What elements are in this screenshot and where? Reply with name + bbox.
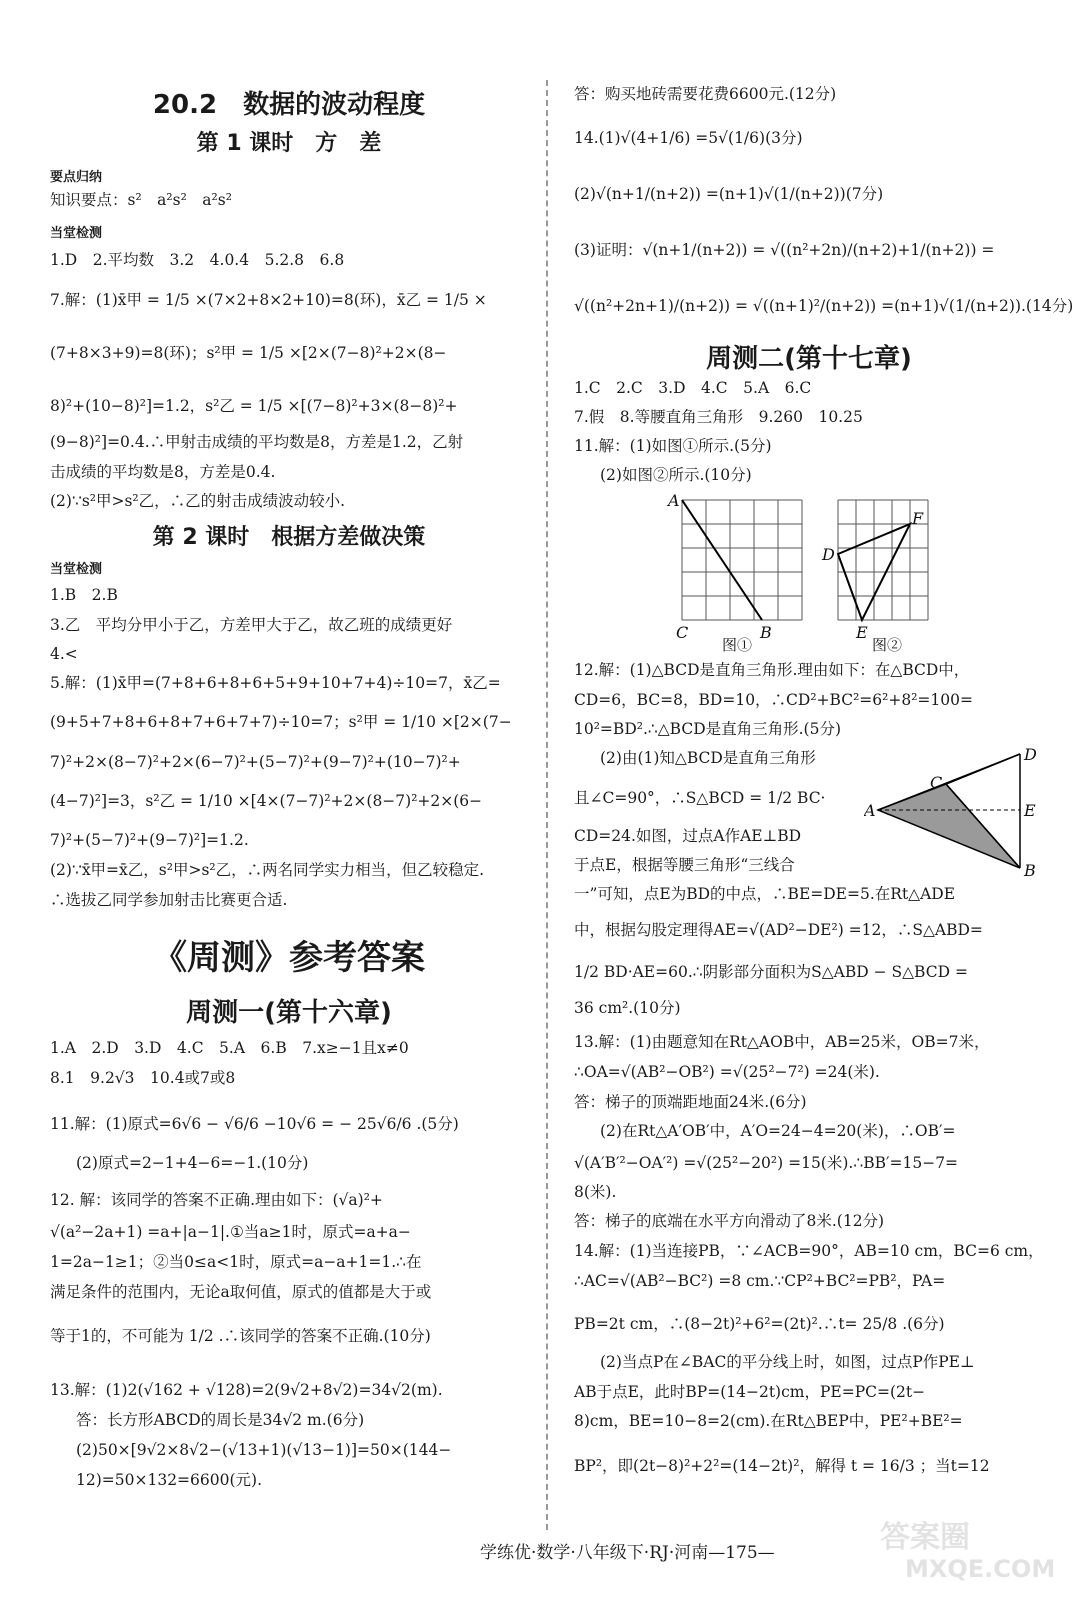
text-line: (7+8×3+9)=8(环)；s²甲 = 1/5 ×[2×(7−8)²+2×(8−	[50, 344, 447, 362]
text-line: BP²，即(2t−8)²+2²=(14−2t)²，解得 t = 16/3 ；当t=12	[574, 1457, 990, 1475]
text-line: PB=2t cm，∴(8−2t)²+6²=(2t)².∴t= 25/8 .(6分)	[574, 1315, 945, 1333]
text-line: 答：梯子的底端在水平方向滑动了8米.(12分)	[574, 1212, 885, 1230]
lesson2-title: 第 2 课时 根据方差做决策	[152, 525, 426, 550]
section-title: 20.2 数据的波动程度	[152, 90, 426, 120]
text-line: CD=6，BC=8，BD=10，∴CD²+BC²=6²+8²=100=	[574, 691, 973, 709]
text-line: ∴AC=√(AB²−BC²) =8 cm.∵CP²+BC²=PB²，PA=	[574, 1272, 946, 1290]
text-line: (9+5+7+8+6+8+7+6+7+7)÷10=7；s²甲 = 1/10 ×[2×(7−	[50, 713, 512, 731]
watermark: 答案圈	[880, 1520, 970, 1555]
tag-check-2: 当堂检测	[50, 562, 103, 577]
text-line: 1/2 BD·AE=60.∴阴影部分面积为S△ABD − S△BCD =	[574, 963, 968, 981]
fig2-caption: 图②	[872, 636, 903, 654]
text-line: 8(米).	[574, 1183, 617, 1201]
text-line: 12)=50×132=6600(元).	[76, 1471, 263, 1489]
text-line: 8)²+(10−8)²]=1.2，s²乙 = 1/5 ×[(7−8)²+3×(8−8)²+	[50, 397, 458, 415]
shaded-region-bottom	[878, 784, 1020, 868]
figure-1	[682, 500, 802, 620]
page-footer: 学练优·数学·八年级下·RJ·河南—175—	[480, 1543, 775, 1563]
fig3-label-b: B	[1024, 861, 1036, 880]
text-line: √((n²+2n+1)/(n+2)) = √((n+1)²/(n+2)) =(n+1)√(1/(n+2)).(14分)	[574, 297, 1074, 315]
text-line: 10²=BD².∴△BCD是直角三角形.(5分)	[574, 720, 842, 738]
triangle-figure	[864, 740, 1044, 880]
fig1-label-c: C	[676, 623, 689, 642]
watermark-url: MXQE.COM	[905, 1555, 1056, 1583]
text-line: (9−8)²]=0.4.∴甲射击成绩的平均数是8，方差是1.2，乙射	[50, 433, 464, 451]
text-line: (2)如图②所示.(10分)	[600, 466, 752, 484]
text-line: 8.1 9.2√3 10.4或7或8	[50, 1069, 236, 1087]
text-line: 14.解：(1)当连接PB，∵∠ACB=90°，AB=10 cm，BC=6 cm，	[574, 1242, 1044, 1260]
tag-key-points: 要点归纳	[50, 170, 103, 185]
text-line: 12.解：(1)△BCD是直角三角形.理由如下：在△BCD中，	[574, 661, 970, 679]
fig1-label-b: B	[760, 623, 772, 642]
text-line: 14.(1)√(4+1/6) =5√(1/6)(3分)	[574, 129, 803, 147]
text-line: 7.解：(1)x̄甲 = 1/5 ×(7×2+8×2+10)=8(环)，x̄乙 = 1/5 ×	[50, 291, 487, 309]
text-line: (2)√(n+1/(n+2)) =(n+1)√(1/(n+2))(7分)	[574, 185, 884, 203]
text-line: 7)²+(5−7)²+(9−7)²]=1.2.	[50, 831, 249, 849]
text-line: 13.解：(1)由题意知在Rt△AOB中，AB=25米，OB=7米，	[574, 1033, 990, 1051]
fig2-label-d: D	[822, 545, 835, 564]
text-line: 7.假 8.等腰直角三角形 9.260 10.25	[574, 408, 863, 426]
text-line: AB于点E，此时BP=(14−2t)cm，PE=PC=(2t−	[574, 1383, 926, 1401]
text-line: 1=2a−1≥1；②当0≤a<1时，原式=a−a+1=1.∴在	[50, 1253, 422, 1271]
grid-figures	[662, 488, 942, 654]
text-line: 1.A 2.D 3.D 4.C 5.A 6.B 7.x≥−1且x≠0	[50, 1039, 409, 1057]
text-line: (2)在Rt△A′OB′中，A′O=24−4=20(米)，∴OB′=	[600, 1122, 956, 1140]
key-points-line: 知识要点：s² a²s² a²s²	[50, 191, 232, 209]
fig3-label-e: E	[1024, 801, 1036, 820]
text-line: 一”可知，点E为BD的中点，∴BE=DE=5.在Rt△ADE	[574, 885, 956, 903]
text-line: (2)∵s²甲>s²乙，∴乙的射击成绩波动较小.	[50, 492, 346, 510]
text-line: 5.解：(1)x̄甲=(7+8+6+8+6+5+9+10+7+4)÷10=7，x̄乙=	[50, 674, 501, 692]
text-line: √(A′B′²−OA′²) =√(25²−20²) =15(米).∴BB′=15−7=	[574, 1154, 959, 1172]
text-line: 等于1的，不可能为 1/2 .∴该同学的答案不正确.(10分)	[50, 1327, 431, 1345]
text-line: 且∠C=90°，∴S△BCD = 1/2 BC·	[574, 789, 826, 807]
fig3-label-c: C	[930, 773, 943, 792]
text-line: 1.C 2.C 3.D 4.C 5.A 6.C	[574, 379, 812, 397]
text-line: 1.B 2.B	[50, 586, 118, 604]
tag-check-1: 当堂检测	[50, 226, 103, 241]
text-line: CD=24.如图，过点A作AE⊥BD	[574, 827, 802, 845]
text-line: √(a²−2a+1) =a+|a−1|.①当a≥1时，原式=a+a−	[50, 1223, 411, 1241]
line-cd	[946, 754, 1020, 784]
text-line: 4.<	[50, 645, 78, 663]
text-line: 答：长方形ABCD的周长是34√2 m.(6分)	[76, 1411, 365, 1429]
text-line: ∴选拔乙同学参加射击比赛更合适.	[50, 891, 288, 909]
fig3-label-d: D	[1024, 745, 1037, 764]
text-line: (2)原式=2−1+4−6=−1.(10分)	[76, 1154, 309, 1172]
text-line: 中，根据勾股定理得AE=√(AD²−DE²) =12，∴S△ABD=	[574, 921, 983, 939]
text-line: 3.乙 平均分甲小于乙，方差甲大于乙，故乙班的成绩更好	[50, 616, 453, 634]
text-line: 答：购买地砖需要花费6600元.(12分)	[574, 85, 837, 103]
fig3-label-a: A	[864, 801, 876, 820]
text-line: 7)²+2×(8−7)²+2×(6−7)²+(5−7)²+(9−7)²+(10−7)²+	[50, 753, 461, 771]
text-line: (2)由(1)知△BCD是直角三角形	[600, 749, 816, 767]
text-line: (2)∵x̄甲=x̄乙，s²甲>s²乙，∴两名同学实力相当，但乙较稳定.	[50, 861, 485, 879]
text-line: (2)50×[9√2×8√2−(√13+1)(√13−1)]=50×(144−	[76, 1441, 452, 1459]
fig2-label-e: E	[856, 623, 868, 642]
week1-title: 周测一(第十六章)	[186, 998, 392, 1028]
column-divider	[546, 80, 548, 1530]
zhouce-title: 《周测》参考答案	[153, 938, 425, 978]
text-line: (3)证明：√(n+1/(n+2)) = √((n²+2n)/(n+2)+1/(n+2)) =	[574, 241, 995, 259]
fig2-label-f: F	[912, 509, 924, 528]
text-line: 11.解：(1)如图①所示.(5分)	[574, 437, 772, 455]
text-line: 满足条件的范围内，无论a取何值，原式的值都是大于或	[50, 1283, 432, 1301]
text-line: ∴OA=√(AB²−OB²) =√(25²−7²) =24(米).	[574, 1063, 880, 1081]
text-line: (2)当点P在∠BAC的平分线上时，如图，过点P作PE⊥	[600, 1353, 975, 1371]
text-line: 36 cm².(10分)	[574, 999, 681, 1017]
text-line: 答：梯子的顶端距地面24米.(6分)	[574, 1093, 807, 1111]
text-line: 于点E，根据等腰三角形“三线合	[574, 856, 795, 874]
text-line: 13.解：(1)2(√162 + √128)=2(9√2+8√2)=34√2(m).	[50, 1381, 443, 1399]
text-line: (4−7)²]=3，s²乙 = 1/10 ×[4×(7−7)²+2×(8−7)²+2×(6−	[50, 792, 483, 810]
text-line: 12. 解：该同学的答案不正确.理由如下：(√a)²+	[50, 1191, 383, 1209]
fig1-caption: 图①	[722, 636, 753, 654]
lesson1-title: 第 1 课时 方 差	[196, 131, 382, 156]
week2-title: 周测二(第十七章)	[706, 344, 912, 374]
fig1-label-a: A	[668, 491, 680, 510]
text-line: 击成绩的平均数是8，方差是0.4.	[50, 463, 276, 481]
text-line: 1.D 2.平均数 3.2 4.0.4 5.2.8 6.8	[50, 251, 345, 269]
text-line: 11.解：(1)原式=6√6 − √6/6 −10√6 = − 25√6/6 .(5分)	[50, 1115, 459, 1133]
fig1-line-ab	[682, 500, 762, 620]
text-line: 8)cm，BE=10−8=2(cm).在Rt△BEP中，PE²+BE²=	[574, 1412, 963, 1430]
